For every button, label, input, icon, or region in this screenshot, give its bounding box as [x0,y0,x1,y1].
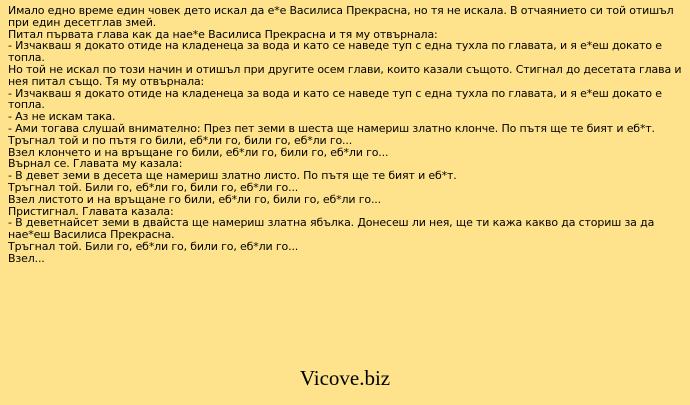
story-line: Върнал се. Главата му казала: [8,157,183,171]
story-line: Тръгнал той. Били го, еб*ли го, били го, еб*ли го... [8,180,299,194]
story-line: Взел... [8,251,45,265]
site-watermark: Vicove.biz [299,366,391,390]
story-text [8,5,684,265]
story-line: - Изчакваш я докато отиде на кладенеца за вода и като се наведе туп с една тухла по главата, и я е*еш докато е топла. [8,39,662,65]
story-line: - Аз не искам така. [8,110,116,124]
story-line: Имало едно време един човек дето искал да е*е Василиса Прекрасна, но тя не искала. В отчаянието си той отишъл при един десетглав змей. [8,4,674,29]
story-line: Взел клончето и на връщане го били, еб*ли го, били го, еб*ли го... [8,145,389,159]
story-line: Питал първата глава как да нае*е Василиса Прекрасна и тя му отвърнала: [8,27,438,41]
story-line: Но той не искал по този начин и отишъл при другите осем глави, които казали същото. Стигнал до десетата глава и нея питал също. Тя му отвърнала: [8,62,682,88]
story-line: - В девет земи в десета ще намериш златно листо. По пътя ще те бият и еб*т. [8,169,457,183]
story-line: - В деветнайсет земи в двайста ще намериш златна ябълка. Донесеш ли нея, ще ти кажа какво да сториш за да нае*еш Василиса Прекрасна. [8,216,655,242]
story-line: Взел листото и на връщане го били, еб*ли го, били го, еб*ли го... [8,192,381,206]
story-line: Тръгнал той и по пътя го били, еб*ли го, били го, еб*ли го... [8,133,353,147]
story-line: - Ами тогава слушай внимателно: През пет земи в шеста ще намериш златно клонче. По пътя ще те бият и еб*т. [8,121,655,135]
story-line: Пристигнал. Главата казала: [8,204,174,218]
story-line: - Изчакваш я докато отиде на кладенеца за вода и като се наведе туп с една тухла по главата, и я е*еш докато е топла. [8,86,662,112]
story-line: Тръгнал той. Били го, еб*ли го, били го, еб*ли го... [8,239,299,253]
